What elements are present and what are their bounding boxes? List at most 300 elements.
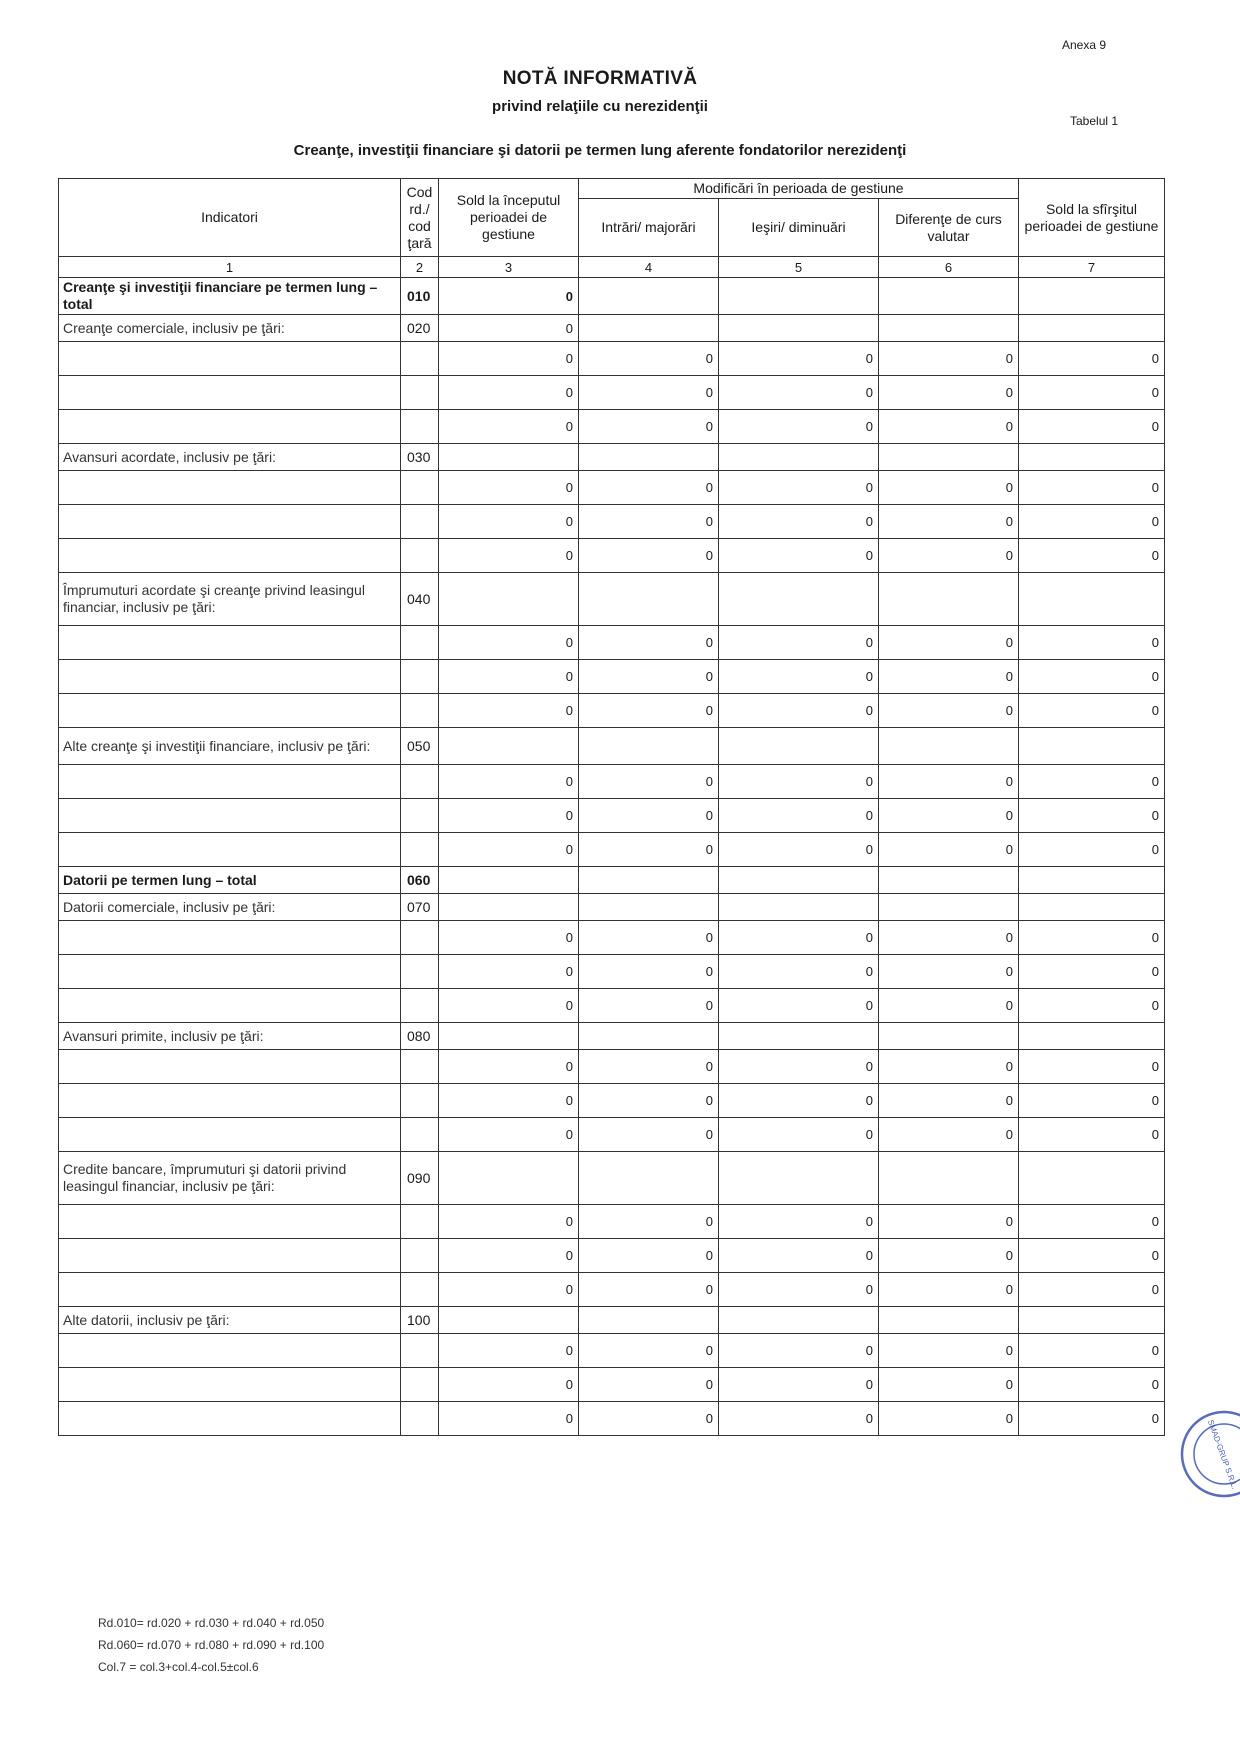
value-cell: 0	[579, 694, 719, 728]
country-cell	[59, 1050, 401, 1084]
value-cell: 0	[579, 1273, 719, 1307]
empty-cell	[1019, 1152, 1165, 1205]
country-code-cell	[401, 376, 439, 410]
value-cell: 0	[439, 1084, 579, 1118]
country-row	[59, 694, 1165, 728]
country-cell	[59, 376, 401, 410]
empty-cell	[719, 1023, 879, 1050]
section-row	[59, 1023, 1165, 1050]
opening-balance	[439, 894, 579, 921]
section-row	[59, 1152, 1165, 1205]
value-cell: 0	[719, 410, 879, 444]
indicator-label: Avansuri primite, inclusiv pe ţări:	[59, 1023, 401, 1050]
value-cell: 0	[439, 1118, 579, 1152]
country-code-cell	[401, 660, 439, 694]
country-row	[59, 1205, 1165, 1239]
value-cell: 0	[1019, 833, 1165, 867]
section-row	[59, 728, 1165, 765]
section-row	[59, 894, 1165, 921]
value-cell: 0	[719, 955, 879, 989]
value-cell: 0	[1019, 694, 1165, 728]
country-row	[59, 1118, 1165, 1152]
value-cell: 0	[439, 539, 579, 573]
value-cell: 0	[719, 694, 879, 728]
value-cell: 0	[719, 1334, 879, 1368]
value-cell: 0	[719, 539, 879, 573]
section-row	[59, 1307, 1165, 1334]
country-code-cell	[401, 694, 439, 728]
value-cell: 0	[1019, 410, 1165, 444]
value-cell: 0	[579, 1084, 719, 1118]
row-code: 050	[401, 728, 439, 765]
row-code: 090	[401, 1152, 439, 1205]
value-cell: 0	[579, 833, 719, 867]
empty-cell	[719, 573, 879, 626]
empty-cell	[579, 1307, 719, 1334]
value-cell: 0	[579, 1205, 719, 1239]
country-row	[59, 410, 1165, 444]
country-code-cell	[401, 833, 439, 867]
empty-cell	[1019, 573, 1165, 626]
opening-balance: 0	[439, 278, 579, 315]
opening-balance	[439, 728, 579, 765]
country-row	[59, 505, 1165, 539]
opening-balance	[439, 573, 579, 626]
value-cell: 0	[719, 1402, 879, 1436]
country-cell	[59, 660, 401, 694]
value-cell: 0	[439, 660, 579, 694]
country-code-cell	[401, 1050, 439, 1084]
country-code-cell	[401, 1273, 439, 1307]
column-number-row	[59, 257, 1165, 278]
table-body	[59, 278, 1165, 1436]
value-cell: 0	[719, 833, 879, 867]
value-cell: 0	[879, 989, 1019, 1023]
country-code-cell	[401, 989, 439, 1023]
formula-line: Rd.010= rd.020 + rd.030 + rd.040 + rd.050	[98, 1616, 325, 1630]
company-stamp	[1178, 1408, 1240, 1500]
empty-cell	[579, 278, 719, 315]
indicator-label: Datorii pe termen lung – total	[59, 867, 401, 894]
column-number: 5	[719, 257, 879, 278]
value-cell: 0	[1019, 660, 1165, 694]
value-cell: 0	[879, 799, 1019, 833]
empty-cell	[1019, 278, 1165, 315]
value-cell: 0	[719, 1368, 879, 1402]
country-row	[59, 1402, 1165, 1436]
country-row	[59, 955, 1165, 989]
empty-cell	[579, 573, 719, 626]
value-cell: 0	[879, 626, 1019, 660]
column-number: 1	[59, 257, 401, 278]
country-code-cell	[401, 1239, 439, 1273]
row-code: 060	[401, 867, 439, 894]
value-cell: 0	[1019, 626, 1165, 660]
empty-cell	[1019, 315, 1165, 342]
country-cell	[59, 921, 401, 955]
empty-cell	[579, 867, 719, 894]
country-cell	[59, 765, 401, 799]
row-code: 020	[401, 315, 439, 342]
value-cell: 0	[719, 626, 879, 660]
country-cell	[59, 410, 401, 444]
country-row	[59, 376, 1165, 410]
annex-label: Anexa 9	[1062, 38, 1107, 52]
empty-cell	[1019, 1307, 1165, 1334]
country-row	[59, 626, 1165, 660]
empty-cell	[719, 867, 879, 894]
value-cell: 0	[719, 1084, 879, 1118]
value-cell: 0	[579, 539, 719, 573]
value-cell: 0	[439, 626, 579, 660]
country-cell	[59, 539, 401, 573]
empty-cell	[879, 1152, 1019, 1205]
opening-balance	[439, 1307, 579, 1334]
row-code: 080	[401, 1023, 439, 1050]
country-code-cell	[401, 626, 439, 660]
value-cell: 0	[579, 471, 719, 505]
empty-cell	[579, 1152, 719, 1205]
empty-cell	[879, 573, 1019, 626]
empty-cell	[1019, 444, 1165, 471]
indicator-label: Creanţe şi investiţii financiare pe termen lung – total	[59, 278, 401, 315]
empty-cell	[879, 278, 1019, 315]
value-cell: 0	[879, 765, 1019, 799]
value-cell: 0	[579, 1368, 719, 1402]
country-code-cell	[401, 1205, 439, 1239]
country-cell	[59, 1273, 401, 1307]
value-cell: 0	[439, 833, 579, 867]
value-cell: 0	[719, 921, 879, 955]
value-cell: 0	[439, 1050, 579, 1084]
value-cell: 0	[879, 694, 1019, 728]
value-cell: 0	[879, 921, 1019, 955]
empty-cell	[719, 1152, 879, 1205]
value-cell: 0	[879, 955, 1019, 989]
value-cell: 0	[879, 1084, 1019, 1118]
country-cell	[59, 799, 401, 833]
row-code: 010	[401, 278, 439, 315]
value-cell: 0	[439, 1334, 579, 1368]
column-number: 4	[579, 257, 719, 278]
formula-line: Col.7 = col.3+col.4-col.5±col.6	[98, 1660, 259, 1674]
country-cell	[59, 1084, 401, 1118]
value-cell: 0	[879, 505, 1019, 539]
value-cell: 0	[1019, 921, 1165, 955]
country-row	[59, 1368, 1165, 1402]
value-cell: 0	[879, 1368, 1019, 1402]
country-code-cell	[401, 1402, 439, 1436]
country-cell	[59, 833, 401, 867]
value-cell: 0	[579, 799, 719, 833]
value-cell: 0	[719, 505, 879, 539]
empty-cell	[1019, 728, 1165, 765]
value-cell: 0	[439, 1205, 579, 1239]
opening-balance: 0	[439, 315, 579, 342]
value-cell: 0	[719, 1239, 879, 1273]
col-indicators-header: Indicatori	[59, 179, 401, 257]
indicator-label: Credite bancare, împrumuturi şi datorii privind leasingul financiar, inclusiv pe ţări:	[59, 1152, 401, 1205]
value-cell: 0	[439, 694, 579, 728]
empty-cell	[879, 1307, 1019, 1334]
opening-balance	[439, 867, 579, 894]
country-row	[59, 1273, 1165, 1307]
column-number: 6	[879, 257, 1019, 278]
country-cell	[59, 1205, 401, 1239]
country-code-cell	[401, 1084, 439, 1118]
country-row	[59, 660, 1165, 694]
country-code-cell	[401, 921, 439, 955]
value-cell: 0	[879, 1205, 1019, 1239]
value-cell: 0	[579, 1118, 719, 1152]
empty-cell	[719, 1307, 879, 1334]
country-cell	[59, 342, 401, 376]
country-cell	[59, 1402, 401, 1436]
value-cell: 0	[719, 765, 879, 799]
country-row	[59, 1084, 1165, 1118]
country-cell	[59, 694, 401, 728]
value-cell: 0	[439, 342, 579, 376]
value-cell: 0	[439, 765, 579, 799]
value-cell: 0	[579, 955, 719, 989]
country-cell	[59, 1239, 401, 1273]
country-row	[59, 342, 1165, 376]
row-code: 030	[401, 444, 439, 471]
empty-cell	[879, 867, 1019, 894]
value-cell: 0	[879, 1118, 1019, 1152]
value-cell: 0	[579, 1402, 719, 1436]
indicator-label: Împrumuturi acordate şi creanţe privind leasingul financiar, inclusiv pe ţări:	[59, 573, 401, 626]
value-cell: 0	[579, 1050, 719, 1084]
country-cell	[59, 1118, 401, 1152]
empty-cell	[879, 1023, 1019, 1050]
empty-cell	[879, 894, 1019, 921]
empty-cell	[719, 278, 879, 315]
empty-cell	[1019, 867, 1165, 894]
value-cell: 0	[879, 471, 1019, 505]
section-row	[59, 867, 1165, 894]
value-cell: 0	[1019, 1084, 1165, 1118]
value-cell: 0	[1019, 1118, 1165, 1152]
country-row	[59, 1239, 1165, 1273]
value-cell: 0	[879, 1273, 1019, 1307]
value-cell: 0	[439, 799, 579, 833]
value-cell: 0	[439, 955, 579, 989]
section-row	[59, 315, 1165, 342]
section-row	[59, 444, 1165, 471]
country-row	[59, 921, 1165, 955]
empty-cell	[579, 315, 719, 342]
value-cell: 0	[719, 471, 879, 505]
value-cell: 0	[579, 342, 719, 376]
country-row	[59, 833, 1165, 867]
column-number: 2	[401, 257, 439, 278]
opening-balance	[439, 1023, 579, 1050]
table-heading: Creanţe, investiţii financiare şi datorii pe termen lung aferente fondatorilor nerezidenţi	[293, 142, 907, 159]
value-cell: 0	[1019, 955, 1165, 989]
value-cell: 0	[1019, 1239, 1165, 1273]
col-changes-header: Modificări în perioada de gestiune	[579, 179, 1019, 199]
row-code: 100	[401, 1307, 439, 1334]
value-cell: 0	[879, 1239, 1019, 1273]
col-inflows-header: Intrări/ majorări	[579, 199, 719, 257]
value-cell: 0	[1019, 799, 1165, 833]
document-subtitle: privind relaţiile cu nerezidenţii	[492, 98, 708, 115]
country-code-cell	[401, 1368, 439, 1402]
empty-cell	[579, 444, 719, 471]
country-row	[59, 989, 1165, 1023]
empty-cell	[1019, 894, 1165, 921]
value-cell: 0	[579, 626, 719, 660]
value-cell: 0	[579, 1334, 719, 1368]
country-code-cell	[401, 955, 439, 989]
country-cell	[59, 626, 401, 660]
row-code: 040	[401, 573, 439, 626]
column-number: 3	[439, 257, 579, 278]
value-cell: 0	[719, 989, 879, 1023]
column-number: 7	[1019, 257, 1165, 278]
value-cell: 0	[439, 921, 579, 955]
value-cell: 0	[439, 471, 579, 505]
empty-cell	[719, 315, 879, 342]
indicator-label: Datorii comerciale, inclusiv pe ţări:	[59, 894, 401, 921]
value-cell: 0	[579, 765, 719, 799]
value-cell: 0	[719, 376, 879, 410]
value-cell: 0	[1019, 342, 1165, 376]
value-cell: 0	[719, 799, 879, 833]
country-cell	[59, 1334, 401, 1368]
country-code-cell	[401, 410, 439, 444]
country-code-cell	[401, 1334, 439, 1368]
opening-balance	[439, 444, 579, 471]
value-cell: 0	[879, 1334, 1019, 1368]
empty-cell	[579, 1023, 719, 1050]
value-cell: 0	[879, 833, 1019, 867]
country-cell	[59, 505, 401, 539]
value-cell: 0	[439, 989, 579, 1023]
col-fx-header: Diferenţe de curs valutar	[879, 199, 1019, 257]
document-title: NOTĂ INFORMATIVĂ	[502, 68, 698, 89]
value-cell: 0	[1019, 376, 1165, 410]
value-cell: 0	[439, 1273, 579, 1307]
indicator-label: Alte creanţe şi investiţii financiare, inclusiv pe ţări:	[59, 728, 401, 765]
value-cell: 0	[1019, 1273, 1165, 1307]
empty-cell	[1019, 1023, 1165, 1050]
formula-notes	[98, 1612, 324, 1678]
value-cell: 0	[1019, 1050, 1165, 1084]
empty-cell	[579, 728, 719, 765]
value-cell: 0	[439, 505, 579, 539]
country-code-cell	[401, 505, 439, 539]
value-cell: 0	[1019, 539, 1165, 573]
formula-line: Rd.060= rd.070 + rd.080 + rd.090 + rd.100	[98, 1638, 325, 1652]
value-cell: 0	[719, 1273, 879, 1307]
country-row	[59, 765, 1165, 799]
value-cell: 0	[879, 660, 1019, 694]
country-code-cell	[401, 342, 439, 376]
value-cell: 0	[579, 376, 719, 410]
value-cell: 0	[1019, 1334, 1165, 1368]
country-row	[59, 1334, 1165, 1368]
stamp-text: SMAD-GRUP S.R.L.	[1205, 1418, 1240, 1491]
value-cell: 0	[1019, 471, 1165, 505]
row-code: 070	[401, 894, 439, 921]
col-opening-header: Sold la începutul perioadei de gestiune	[439, 179, 579, 257]
empty-cell	[879, 728, 1019, 765]
value-cell: 0	[719, 660, 879, 694]
col-closing-header: Sold la sfîrşitul perioadei de gestiune	[1019, 179, 1165, 257]
country-code-cell	[401, 539, 439, 573]
value-cell: 0	[439, 1239, 579, 1273]
value-cell: 0	[439, 376, 579, 410]
opening-balance	[439, 1152, 579, 1205]
empty-cell	[719, 894, 879, 921]
value-cell: 0	[879, 1050, 1019, 1084]
country-cell	[59, 989, 401, 1023]
indicator-label: Alte datorii, inclusiv pe ţări:	[59, 1307, 401, 1334]
value-cell: 0	[439, 1368, 579, 1402]
value-cell: 0	[439, 1402, 579, 1436]
country-code-cell	[401, 1118, 439, 1152]
value-cell: 0	[579, 921, 719, 955]
value-cell: 0	[879, 376, 1019, 410]
value-cell: 0	[1019, 1368, 1165, 1402]
country-cell	[59, 955, 401, 989]
value-cell: 0	[579, 660, 719, 694]
value-cell: 0	[719, 1205, 879, 1239]
value-cell: 0	[719, 1118, 879, 1152]
value-cell: 0	[719, 342, 879, 376]
value-cell: 0	[579, 1239, 719, 1273]
country-row	[59, 1050, 1165, 1084]
table-label: Tabelul 1	[1070, 114, 1119, 128]
value-cell: 0	[1019, 505, 1165, 539]
value-cell: 0	[1019, 989, 1165, 1023]
country-code-cell	[401, 765, 439, 799]
country-cell	[59, 1368, 401, 1402]
country-row	[59, 799, 1165, 833]
country-row	[59, 471, 1165, 505]
value-cell: 0	[579, 410, 719, 444]
report-table	[58, 178, 1165, 1436]
empty-cell	[719, 444, 879, 471]
indicator-label: Avansuri acordate, inclusiv pe ţări:	[59, 444, 401, 471]
empty-cell	[579, 894, 719, 921]
value-cell: 0	[1019, 765, 1165, 799]
section-row	[59, 573, 1165, 626]
value-cell: 0	[579, 989, 719, 1023]
value-cell: 0	[879, 410, 1019, 444]
value-cell: 0	[1019, 1402, 1165, 1436]
section-row	[59, 278, 1165, 315]
value-cell: 0	[1019, 1205, 1165, 1239]
value-cell: 0	[719, 1050, 879, 1084]
country-cell	[59, 471, 401, 505]
value-cell: 0	[579, 505, 719, 539]
value-cell: 0	[879, 539, 1019, 573]
value-cell: 0	[879, 1402, 1019, 1436]
empty-cell	[719, 728, 879, 765]
country-row	[59, 539, 1165, 573]
col-outflows-header: Ieşiri/ diminuări	[719, 199, 879, 257]
empty-cell	[879, 444, 1019, 471]
indicator-label: Creanţe comerciale, inclusiv pe ţări:	[59, 315, 401, 342]
value-cell: 0	[439, 410, 579, 444]
value-cell: 0	[879, 342, 1019, 376]
country-code-cell	[401, 471, 439, 505]
empty-cell	[879, 315, 1019, 342]
col-code-header: Cod rd./ cod ţară	[401, 179, 439, 257]
